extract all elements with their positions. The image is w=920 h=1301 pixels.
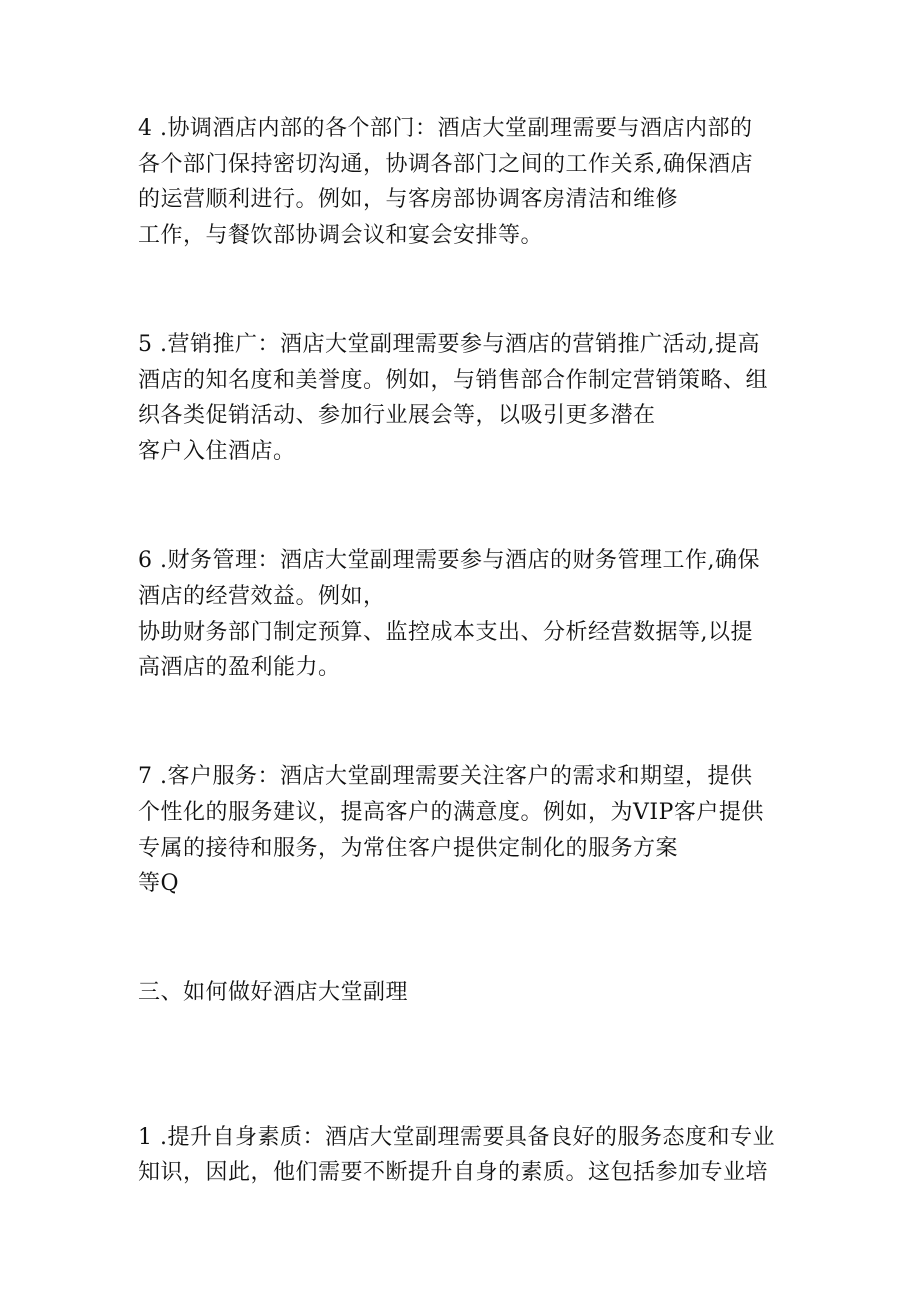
- item-6-line-1: 6 .财务管理：酒店大堂副理需要参与酒店的财务管理工作,确保: [138, 548, 760, 573]
- section-heading: 三、如何做好酒店大堂副理: [138, 980, 409, 1005]
- item-6-line-3: 协助财务部门制定预算、监控成本支出、分析经营数据等,以提: [138, 620, 753, 645]
- item-5-line-1: 5 .营销推广：酒店大堂副理需要参与酒店的营销推广活动,提高: [138, 332, 760, 357]
- item-7-line-4: 等Q: [138, 871, 180, 896]
- item-5-line-4: 客户入住酒店。: [138, 439, 296, 464]
- item-7-line-1: 7 .客户服务：酒店大堂副理需要关注客户的需求和期望，提供: [138, 764, 753, 789]
- item-5-line-2: 酒店的知名度和美誉度。例如，与销售部合作制定营销策略、组: [138, 368, 769, 393]
- item-4-line-1: 4 .协调酒店内部的各个部门：酒店大堂副理需要与酒店内部的: [138, 116, 753, 141]
- item-4-line-4: 工作，与餐饮部协调会议和宴会安排等。: [138, 223, 544, 248]
- item-7-line-2: 个性化的服务建议，提高客户的满意度。例如，为VIP客户提供: [138, 800, 764, 825]
- item-4-line-3: 的运营顺利进行。例如，与客房部协调客房清洁和维修: [138, 187, 679, 212]
- item-6-line-4: 高酒店的盈利能力。: [138, 655, 341, 680]
- section-item-1-line-2: 知识，因此，他们需要不断提升自身的素质。这包括参加专业培: [138, 1160, 769, 1185]
- item-4-line-2: 各个部门保持密切沟通，协调各部门之间的工作关系,确保酒店: [138, 152, 753, 177]
- item-6-line-2: 酒店的经营效益。例如，: [138, 584, 386, 609]
- section-item-1-line-1: 1 .提升自身素质：酒店大堂副理需要具备良好的服务态度和专业: [138, 1125, 775, 1150]
- item-7-line-3: 专属的接待和服务，为常住客户提供定制化的服务方案: [138, 836, 679, 861]
- item-5-line-3: 织各类促销活动、参加行业展会等，以吸引更多潜在: [138, 403, 656, 428]
